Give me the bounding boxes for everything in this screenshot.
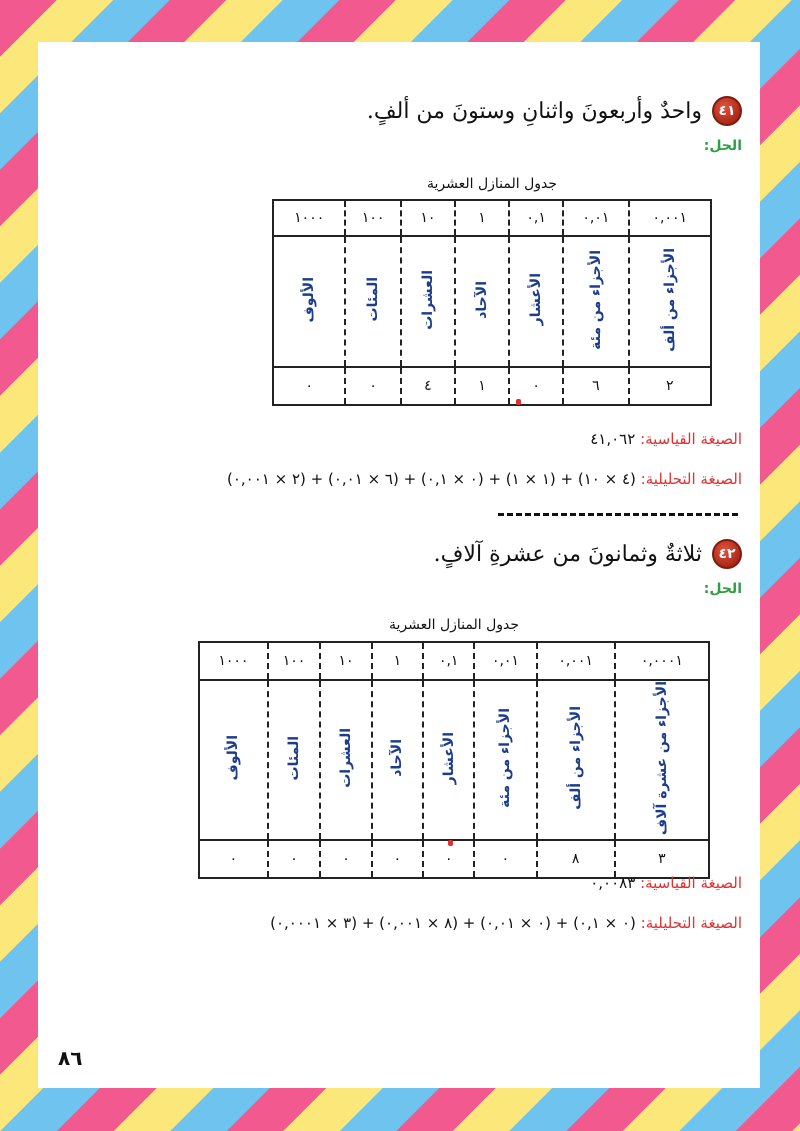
place-name-cell [320,680,371,840]
value-cell: ٠ [509,367,563,405]
header-cell: ٠,٠٠١ [537,642,615,680]
place-name-cell [273,236,345,367]
header-cell: ٠,١ [423,642,474,680]
value-cell: ١ [455,367,509,405]
place-name: الآحاد [473,280,490,319]
value-cell: ٣ [615,840,709,878]
worksheet-page [38,42,760,1088]
place-value-table [198,641,710,879]
value-cell: ٢ [629,367,711,405]
value-cell: ٠ [474,840,536,878]
standard-form [590,430,742,448]
value-cell: ٠ [320,840,371,878]
place-name-cell [537,680,615,840]
header-cell: ١ [372,642,423,680]
place-name: الألوف [225,735,242,781]
solution-label: الحل: [703,581,742,597]
place-name: المئات [365,277,382,322]
place-name-cell [563,236,628,367]
standard-form [590,874,742,892]
place-name: الأجزاء من عشرة آلاف [653,681,670,836]
value-cell: ٠ [372,840,423,878]
expanded-form-value: (٠ × ٠,١) + (٠ × ٠,٠١) + (٨ × ٠,٠٠١) + (٣ × ٠,٠٠٠١) [270,914,636,932]
value-cell: ٠ [199,840,268,878]
place-name-cell [629,236,711,367]
value-cell: ٠ [423,840,474,878]
question-number-badge: ٤١ [712,96,742,126]
header-cell: ٠,٠١ [563,200,628,236]
table-title: جدول المنازل العشرية [388,617,520,633]
place-name: الأجزاء من مئة [497,708,514,808]
place-name-cell [615,680,709,840]
solution-label: الحل: [703,138,742,154]
header-cell: ١٠٠ [345,200,400,236]
place-name-cell [423,680,474,840]
question-41 [367,96,742,126]
expanded-form [227,470,742,488]
place-name-cell [455,236,509,367]
place-name-cell [401,236,455,367]
place-name-cell [474,680,536,840]
place-name: الأعشار [528,273,545,326]
expanded-form [270,914,742,932]
decimal-point-mark [448,840,453,846]
place-name: العشرات [419,269,436,330]
header-cell: ١٠٠ [268,642,321,680]
place-value-table [272,199,712,406]
expanded-form-label: الصيغة التحليلية: [640,914,742,932]
value-cell: ٨ [537,840,615,878]
place-name: الألوف [301,276,318,323]
header-cell: ١٠٠٠ [199,642,268,680]
expanded-form-value: (٤ × ١٠) + (١ × ١) + (٠ × ٠,١) + (٦ × ٠,٠١) + (٢ × ٠,٠٠١) [227,470,636,488]
standard-form-label: الصيغة القياسية: [640,874,742,892]
place-name-cell [509,236,563,367]
standard-form-value: ٤١,٠٦٢ [590,430,636,448]
header-cell: ٠,٠١ [474,642,536,680]
expanded-form-label: الصيغة التحليلية: [640,470,742,488]
place-name-cell [372,680,423,840]
question-42 [434,539,742,569]
place-name: الآحاد [389,739,406,777]
place-name-cell [268,680,321,840]
header-cell: ٠,١ [509,200,563,236]
standard-form-value: ٠,٠٠٨٣ [590,874,636,892]
place-name: المئات [286,735,303,781]
question-text: واحدٌ وأربعونَ واثنانِ وستونَ من ألفٍ. [366,98,702,124]
place-name: الأعشار [440,731,457,785]
place-name: الأجزاء من ألف [661,247,678,352]
header-cell: ١٠٠٠ [273,200,345,236]
place-name: الأجزاء من ألف [567,706,584,810]
section-divider [498,513,738,516]
value-cell: ٦ [563,367,628,405]
question-text: ثلاثةٌ وثمانونَ من عشرةِ آلافٍ. [433,541,702,567]
header-cell: ٠,٠٠١ [629,200,711,236]
value-cell: ٠ [268,840,321,878]
header-cell: ١ [455,200,509,236]
value-cell: ٠ [345,367,400,405]
place-name: العشرات [337,728,354,788]
header-cell: ١٠ [401,200,455,236]
place-name: الأجزاء من مئة [587,249,604,350]
header-cell: ٠,٠٠٠١ [615,642,709,680]
table-title: جدول المنازل العشرية [426,176,558,192]
value-cell: ٠ [273,367,345,405]
page-number: ٨٦ [58,1046,83,1070]
place-name-cell [345,236,400,367]
standard-form-label: الصيغة القياسية: [640,430,742,448]
header-cell: ١٠ [320,642,371,680]
value-cell: ٤ [401,367,455,405]
place-name-cell [199,680,268,840]
question-number-badge: ٤٢ [712,539,742,569]
decimal-point-mark [516,399,521,405]
